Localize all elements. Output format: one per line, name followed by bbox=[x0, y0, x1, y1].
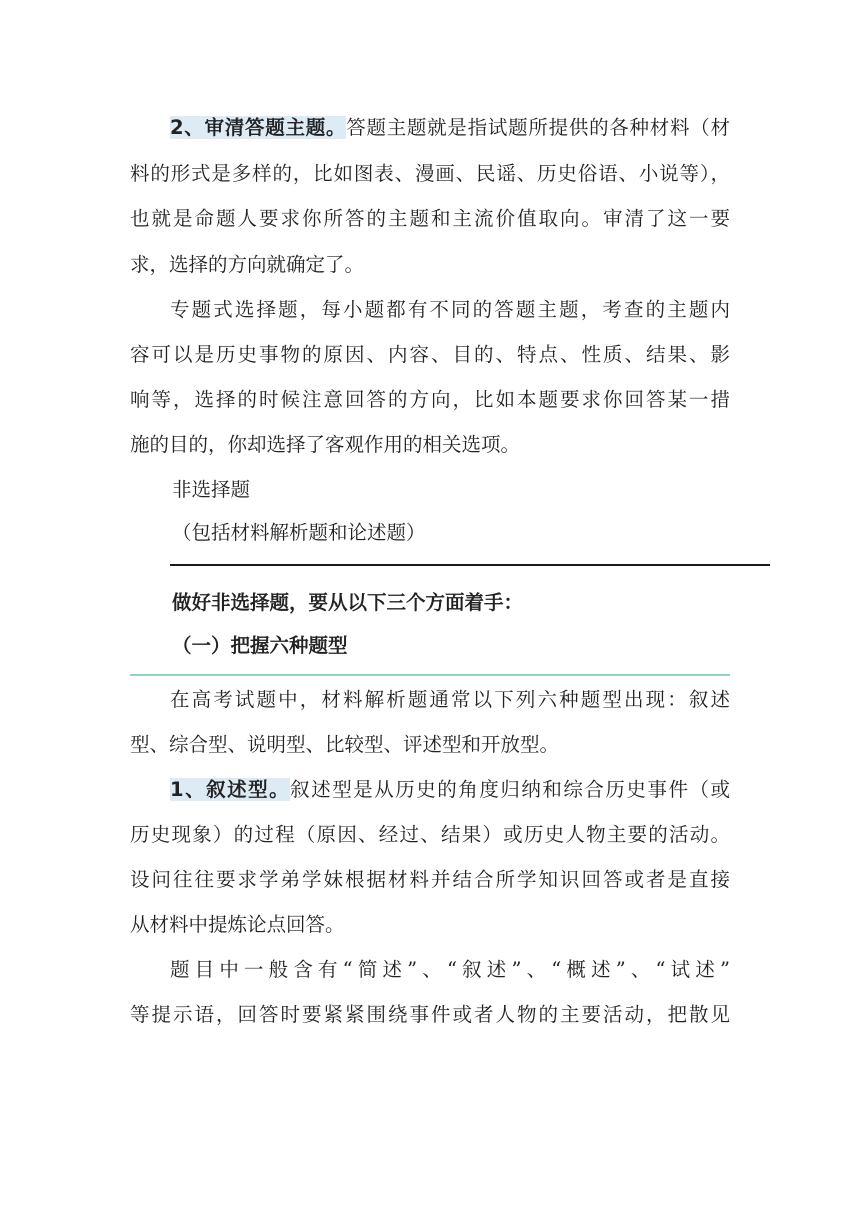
para3-line1: 在高考试题中，材料解析题通常以下列六种题型出现：叙述 bbox=[170, 688, 730, 711]
para2-line3: 响等，选择的时候注意回答的方向，比如本题要求你回答某一措 bbox=[130, 388, 730, 411]
para4-line2: 历史现象）的过程（原因、经过、结果）或历史人物主要的活动。 bbox=[130, 823, 730, 846]
para3-line2: 型、综合型、说明型、比较型、评述型和开放型。 bbox=[130, 733, 560, 756]
para4-lead: 1、叙述型。 bbox=[170, 778, 291, 801]
heading-underline bbox=[130, 674, 730, 676]
para2-line2: 容可以是历史事物的原因、内容、目的、特点、性质、结果、影 bbox=[130, 343, 730, 366]
para4-line4: 从材料中提炼论点回答。 bbox=[130, 913, 345, 936]
para1-line3: 也就是命题人要求你所答的主题和主流价值取向。审清了这一要 bbox=[130, 207, 730, 230]
heading-nonchoice: 做好非选择题，要从以下三个方面着手： bbox=[172, 591, 524, 614]
para4-text1: 叙述型是从历史的角度归纳和综合历史事件（或 bbox=[290, 778, 730, 801]
para1-text1: 答题主题就是指试题所提供的各种材料（材 bbox=[346, 116, 730, 139]
para1-line4: 求，选择的方向就确定了。 bbox=[130, 253, 365, 276]
para4-line1 bbox=[130, 776, 730, 804]
para4-line3: 设问往往要求学弟学妹根据材料并结合所学知识回答或者是直接 bbox=[130, 868, 730, 891]
heading-six-types: （一）把握六种题型 bbox=[172, 634, 348, 657]
para1-line2: 料的形式是多样的，比如图表、漫画、民谣、历史俗语、小说等）， bbox=[130, 162, 730, 185]
para2-line4: 施的目的，你却选择了客观作用的相关选项。 bbox=[130, 433, 521, 456]
section-title: 非选择题 bbox=[172, 478, 251, 501]
section-subtitle: （包括材料解析题和论述题） bbox=[172, 521, 426, 544]
para5-line1: 题目中一般含有“简述”、“叙述”、“概述”、“试述” bbox=[170, 958, 730, 981]
para1-line1 bbox=[130, 114, 730, 142]
para1-lead: 2、审清答题主题。 bbox=[170, 116, 347, 139]
section-divider bbox=[170, 564, 770, 566]
para5-line2: 等提示语，回答时要紧紧围绕事件或者人物的主要活动，把散见 bbox=[130, 1003, 730, 1026]
para2-line1: 专题式选择题，每小题都有不同的答题主题，考查的主题内 bbox=[170, 298, 730, 321]
